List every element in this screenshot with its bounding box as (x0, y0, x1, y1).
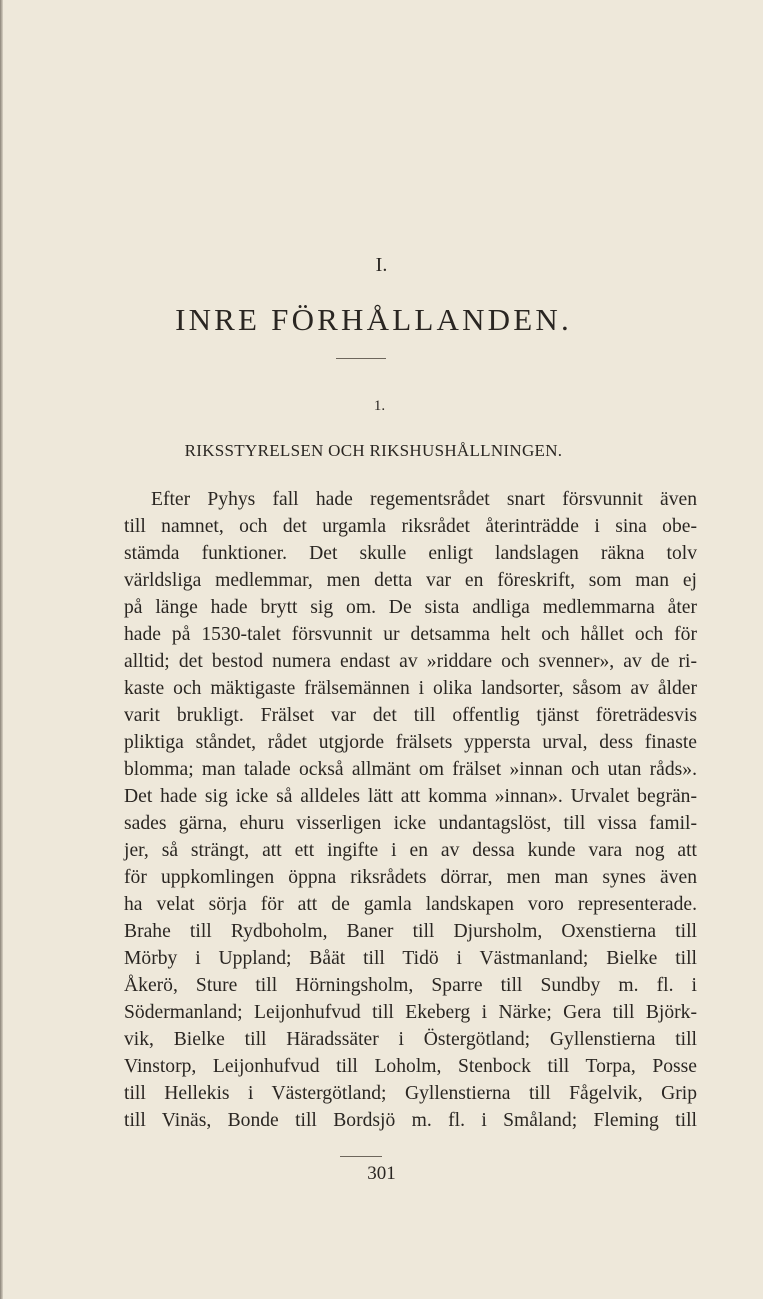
text-line: till Vinäs, Bonde till Bordsjö m. fl. i Småland; Fleming till (124, 1110, 697, 1131)
text-line: kaste och mäktigaste frälsemännen i olika landsorter, såsom av ålder (124, 678, 697, 699)
footer-divider (340, 1156, 382, 1157)
text-line: Södermanland; Leijonhufvud till Ekeberg i Närke; Gera till Björk- (124, 1002, 697, 1023)
section-heading: RIKSSTYRELSEN OCH RIKSHUSHÅLLNINGEN. (184, 441, 563, 460)
text-line: Mörby i Uppland; Båät till Tidö i Västmanland; Bielke till (124, 948, 697, 969)
text-line: Det hade sig icke så alldeles lätt att komma »innan». Urvalet begrän- (124, 786, 697, 807)
text-line: pliktiga ståndet, rådet utgjorde frälsets yppersta urval, dess finaste (124, 732, 697, 753)
page-edge (0, 0, 3, 1299)
text-line: ha velat sörja för att de gamla landskapen voro representerade. (124, 894, 697, 915)
text-line: jer, så strängt, att ett ingifte i en av dessa kunde vara nog att (124, 840, 697, 861)
text-line: sades gärna, ehuru visserligen icke undantagslöst, till vissa famil- (124, 813, 697, 834)
text-line: alltid; det bestod numera endast av »riddare och svenner», av de ri- (124, 651, 697, 672)
text-line: på länge hade brytt sig om. De sista andliga medlemmarna åter (124, 597, 697, 618)
text-line: för uppkomlingen öppna riksrådets dörrar, men man synes även (124, 867, 697, 888)
text-line: Efter Pyhys fall hade regementsrådet snart försvunnit även (151, 489, 697, 510)
text-line: Åkerö, Sture till Hörningsholm, Sparre till Sundby m. fl. i (124, 975, 697, 996)
section-number: 1. (373, 398, 386, 414)
chapter-title: INRE FÖRHÅLLANDEN. (175, 302, 572, 337)
text-line: stämda funktioner. Det skulle enligt landslagen räkna tolv (124, 543, 697, 564)
body-text (124, 486, 697, 1134)
text-line: till namnet, och det urgamla riksrådet återinträdde i sina obe- (124, 516, 697, 537)
page-number: 301 (367, 1163, 396, 1184)
text-line: vik, Bielke till Häradssäter i Östergötland; Gyllenstierna till (124, 1029, 697, 1050)
text-line: hade på 1530-talet försvunnit ur detsamma helt och hållet och för (124, 624, 697, 645)
title-divider (336, 358, 386, 359)
text-line: varit brukligt. Frälset var det till offentlig tjänst företrädesvis (124, 705, 697, 726)
text-line: till Hellekis i Västergötland; Gyllenstierna till Fågelvik, Grip (124, 1083, 697, 1104)
text-line: blomma; man talade också allmänt om frälset »innan och utan råds». (124, 759, 697, 780)
part-number: I. (375, 254, 388, 276)
text-line: Brahe till Rydboholm, Baner till Djursholm, Oxenstierna till (124, 921, 697, 942)
text-line: världsliga medlemmar, men detta var en föreskrift, som man ej (124, 570, 697, 591)
text-line: Vinstorp, Leijonhufvud till Loholm, Stenbock till Torpa, Posse (124, 1056, 697, 1077)
